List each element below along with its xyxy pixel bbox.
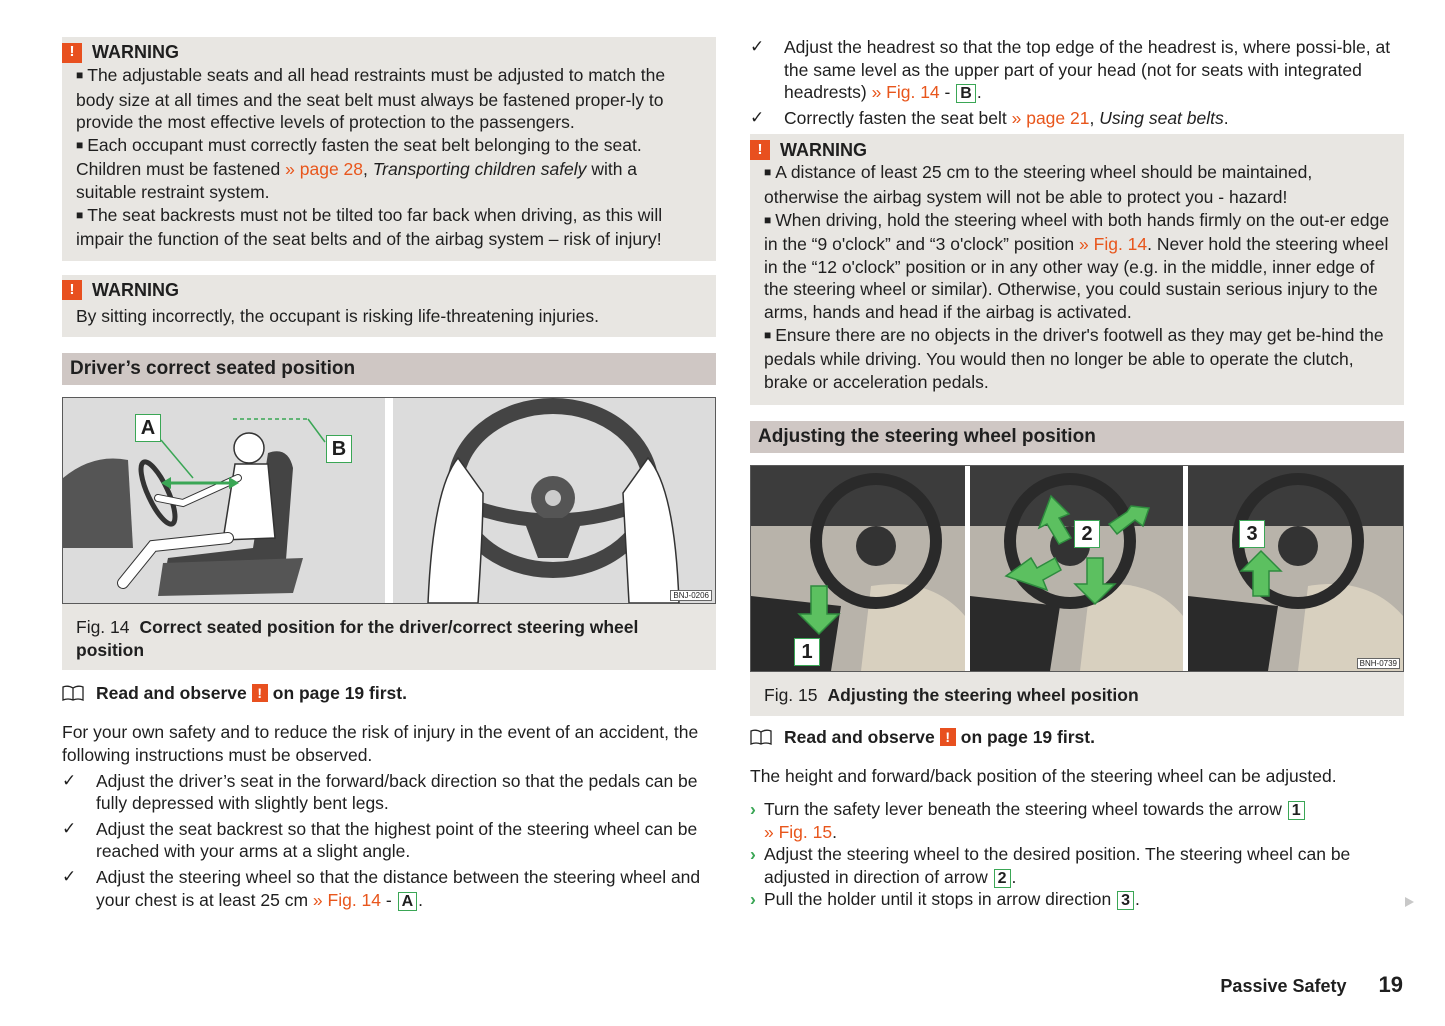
fig-15-link[interactable]: » Fig. 15 — [764, 821, 833, 842]
warning-ref-icon: ! — [940, 728, 956, 746]
instruction-step: › Adjust the steering wheel to the desired position. The steering wheel can be adjusted in direction of arrow 2 . — [750, 844, 1351, 887]
page-number: 19 — [1378, 972, 1403, 997]
bullet-square-icon: ■ — [764, 165, 772, 180]
instruction-step: › Pull the holder until it stops in arrow direction 3 . — [750, 889, 1140, 910]
bullet-square-icon: ■ — [764, 327, 772, 342]
checkmark-icon: ✓ — [62, 770, 77, 790]
instruction-step: › Turn the safety lever beneath the steering wheel towards the arrow 1 » Fig. 15. — [750, 798, 1404, 843]
book-icon — [750, 729, 772, 745]
step-arrow-icon: › — [750, 798, 756, 819]
continue-arrow-icon — [1405, 897, 1414, 907]
checkmark-icon: ✓ — [750, 37, 765, 56]
figure-label-1: 1 — [794, 638, 820, 666]
steering-adjustment-illustration — [751, 466, 1403, 671]
figure-caption-text: Adjusting the steering wheel position — [827, 685, 1139, 706]
warning-title — [62, 279, 702, 302]
warning-bullet: ■ A distance of least 25 cm to the steering wheel should be maintained, otherwise the airbag system will not be able to protect you - hazard! — [764, 162, 1313, 207]
ref-box-a: A — [398, 892, 418, 911]
footer-section-title: Passive Safety — [1220, 976, 1347, 996]
page-28-link[interactable]: » page 28 — [285, 159, 364, 180]
figure-label-2: 2 — [1074, 520, 1100, 548]
page-21-link[interactable]: » page 21 — [1011, 107, 1090, 128]
checklist-item: ✓ Adjust the headrest so that the top edge of the headrest is, where possi-ble, at the same level as the upper part of your head (not for seats with integrated headrests) » Fig. 14 - B . — [750, 37, 1391, 103]
warning-box-seat-adjustment — [62, 37, 716, 261]
fig-14-link[interactable]: » Fig. 14 — [1079, 234, 1148, 255]
figure-14 — [62, 397, 716, 604]
warning-icon: ! — [62, 280, 82, 300]
section-title-steering-adjust: Adjusting the steering wheel position — [750, 421, 1404, 453]
fig-14-link[interactable]: » Fig. 14 — [871, 82, 940, 103]
ref-box-2: 2 — [994, 869, 1011, 888]
step-arrow-icon: › — [750, 889, 756, 910]
figure-code: BNH-0739 — [1357, 658, 1400, 669]
checklist-item: ✓ Correctly fasten the seat belt » page 21, Using seat belts. — [750, 107, 1229, 128]
warning-title — [62, 41, 702, 64]
fig-14-link[interactable]: » Fig. 14 — [312, 889, 382, 910]
warning-bullet: ■ Ensure there are no objects in the driver's footwell as they may get be-hind the pedals while driving. You would then no longer be able to operate the clutch, brake or acceleration pedals. — [764, 324, 1384, 392]
warning-label: WARNING — [92, 279, 179, 300]
figure-number: Fig. 14 — [76, 617, 130, 638]
step-arrow-icon: › — [750, 844, 756, 865]
figure-14-caption — [62, 604, 716, 670]
warning-bullet: ■ When driving, hold the steering wheel with both hands firmly on the out-er edge in the “9 o'clock” and “3 o'clock” position » Fig. 14. Never hold the steering wheel in the “12 o'clock” position or in any other way (e.g. in the middle, inner edge of the steering wheel or similar). Otherwise, you could sustain serious injury to the arms, hands and head if the airbag is activated. — [764, 209, 1390, 322]
bullet-square-icon: ■ — [76, 207, 84, 222]
checklist-item: ✓ Adjust the steering wheel so that the distance between the steering wheel and your chest is at least 25 cm » Fig. 14 - A . — [62, 866, 701, 910]
checklist-item: ✓ Adjust the seat backrest so that the highest point of the steering wheel can be reached with your arms at a slight angle. — [62, 818, 698, 862]
section-title-seated-position: Driver’s correct seated position — [62, 353, 716, 385]
checkmark-icon: ✓ — [750, 107, 765, 127]
warning-text: By sitting incorrectly, the occupant is risking life-threatening injuries. — [76, 305, 599, 326]
left-column — [62, 37, 716, 911]
warning-box-sitting — [62, 275, 716, 338]
warning-icon: ! — [750, 140, 770, 160]
figure-label-b: B — [326, 435, 352, 463]
book-icon — [62, 685, 84, 701]
warning-box-steering-distance — [750, 134, 1404, 405]
intro-paragraph: For your own safety and to reduce the risk of injury in the event of an accident, the following instructions must be observed. — [62, 722, 699, 765]
read-and-observe: Read and observe ! on page 19 first. — [62, 682, 716, 704]
read-and-observe: Read and observe ! on page 19 first. — [750, 726, 1404, 748]
bullet-square-icon: ■ — [764, 212, 772, 227]
checkmark-icon: ✓ — [62, 866, 77, 886]
intro-paragraph: The height and forward/back position of the steering wheel can be adjusted. — [750, 766, 1337, 787]
checklist-item: ✓ Adjust the driver’s seat in the forward/back direction so that the pedals can be fully depressed with slightly bent legs. — [62, 770, 698, 814]
right-column — [750, 36, 1404, 911]
warning-label: WARNING — [780, 139, 867, 160]
ref-box-b: B — [956, 84, 976, 103]
figure-label-3: 3 — [1239, 520, 1265, 548]
figure-label-a: A — [135, 414, 161, 442]
figure-code: BNJ-0206 — [670, 590, 712, 601]
figure-caption-text: Correct seated position for the driver/correct steering wheel position — [76, 617, 639, 660]
bullet-square-icon: ■ — [76, 137, 84, 152]
bullet-square-icon: ■ — [76, 68, 84, 82]
ref-box-1: 1 — [1288, 801, 1305, 820]
warning-title — [750, 138, 1390, 161]
warning-bullet: ■ The adjustable seats and all head restraints must be adjusted to match the body size at all times and the seat belt must always be fastened proper-ly to provide the most effective levels of protection to the passengers. — [76, 65, 666, 133]
figure-number: Fig. 15 — [764, 685, 818, 706]
warning-icon: ! — [62, 43, 82, 63]
warning-bullet: ■ The seat backrests must not be tilted too far back when driving, as this will impair the function of the seat belts and of the airbag system – risk of injury! — [76, 204, 663, 250]
figure-15 — [750, 465, 1404, 672]
checkmark-icon: ✓ — [62, 818, 77, 838]
warning-bullet: ■ Each occupant must correctly fasten the seat belt belonging to the seat. Children must be fastened » page 28, Transporting children safely with a suitable restraint system. — [76, 134, 642, 202]
ref-box-3: 3 — [1117, 891, 1134, 910]
page-footer — [1220, 972, 1403, 998]
warning-ref-icon: ! — [252, 684, 268, 702]
warning-label: WARNING — [92, 42, 179, 63]
figure-15-caption — [750, 672, 1404, 716]
